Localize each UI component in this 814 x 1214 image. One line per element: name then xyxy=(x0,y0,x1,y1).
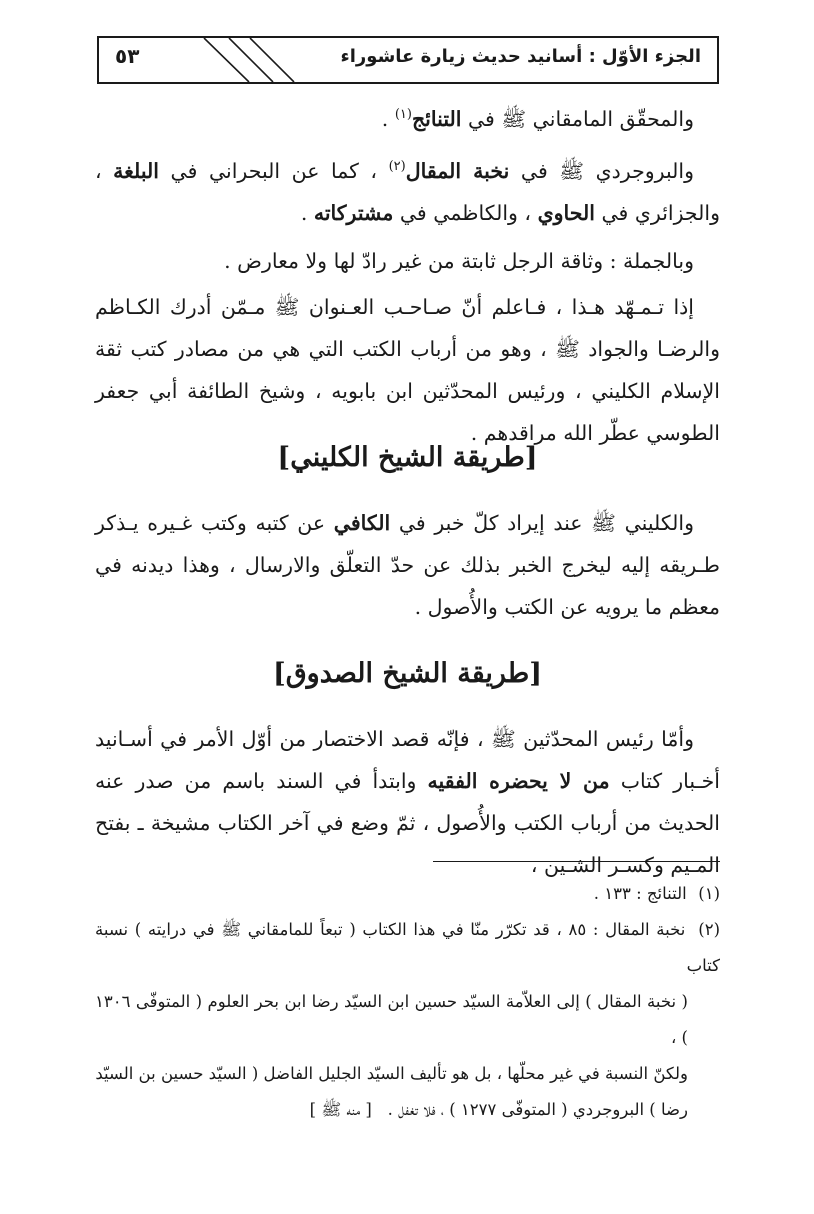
paragraph-4: إذا تـمـهّد هـذا ، فـاعلم أنّ صـاحـب العـنوان ﷺ مـمّن أدرك الكـاظم والرضـا والجواد ﷺ ، وهو من أرباب الكتب التي هي من مصادر كتب ثقة الإسلام الكليني ، ورئيس المحدّثين ابن بابويه ، وشيخ الطائفة أبي جعفر الطوسي عطّر الله مراقدهم . xyxy=(95,295,720,445)
paragraph-1: والمحقّق المامقاني ﷺ في التنائج$^{(١)}$ . xyxy=(381,107,694,131)
paragraph-5: والكليني ﷺ عند إيراد كلّ خبر في الكافي عن كتبه وكتب غـيره يـذكر طـريقه إليه ليخرج الخبر بذلك عن حدّ التعلّق والارسال ، وهذا ديدنه في معظم ما يرويه عن الكتب والأُصول . xyxy=(95,511,720,619)
book-title: البلغة xyxy=(113,159,159,183)
footnote-ref-2: (٢) xyxy=(388,159,406,174)
footnote-separator xyxy=(433,861,720,862)
page-number: ٥٣ xyxy=(115,44,140,68)
footnote-2: (٢) نخبة المقال : ٨٥ ، قد تكرّر منّا في هذا الكتاب ( تبعاً للمامقاني ﷺ في درايته ) نسبة كتاب xyxy=(95,912,720,984)
footnote-2-line-3: ولكنّ النسبة في غير محلّها ، بل هو تأليف السيّد الجليل الفاضل ( السيّد حسين بن السيّد xyxy=(95,1064,688,1083)
paragraph-6: وأمّا رئيس المحدّثين ﷺ ، فإنّه قصد الاختصار من أوّل الأمر في أسـانيد أخـبار كتاب من لا يحضره الفقيه وابتدأ في السند باسم من صدر عنه الحديث من أرباب الكتب والأُصول ، ثمّ وضع في آخر الكتاب مشيخة ـ بفتح المـيم وكسـر الشـين ، xyxy=(95,727,720,877)
book-title: الحاوي xyxy=(537,201,595,225)
footnote-ref-1: (١) xyxy=(394,107,412,122)
book-title: الكافي xyxy=(333,511,391,535)
header-title: الجزء الأوّل : أسانيد حديث زيارة عاشوراء xyxy=(340,46,701,67)
footnote-source: [ منه ﷺ ] xyxy=(309,1100,372,1119)
book-title: مشتركاته xyxy=(313,201,394,225)
header-ornament-icon xyxy=(149,38,349,82)
footnote-number: (٢) xyxy=(698,920,721,939)
footnote-2-line-2: ( نخبة المقال ) إلى العلاّمة السيّد حسين ابن السيّد رضا ابن بحر العلوم ( المتوفّى ١٣٠٦ ) ، xyxy=(95,992,688,1047)
section-heading-saduq: [طريقة الشيخ الصدوق] xyxy=(272,658,543,689)
paragraph-2: والبروجردي ﷺ في نخبة المقال$^{(٢)}$ ، كما عن البحراني في البلغة ، والجزائري في الحاوي ، والكاظمي في مشتركاته . xyxy=(95,159,720,225)
running-header xyxy=(97,36,719,84)
footnote-number: (١) xyxy=(698,884,720,903)
book-title: التنائج xyxy=(411,107,462,131)
section-heading-kulayni: [طريقة الشيخ الكليني] xyxy=(277,442,538,473)
footnote-1: (١) التنائج : ١٣٣ . xyxy=(95,876,720,912)
book-title: من لا يحضره الفقيه xyxy=(427,769,610,793)
footnote-2-line-4: رضا ) البروجردي ( المتوفّى ١٢٧٧ ) ، فلا تغفل . [ منه ﷺ ] xyxy=(309,1100,688,1119)
book-title: نخبة المقال xyxy=(405,159,510,183)
paragraph-3: وبالجملة : وثاقة الرجل ثابتة من غير رادّ لها ولا معارض . xyxy=(224,249,694,273)
footnotes xyxy=(95,876,720,1128)
